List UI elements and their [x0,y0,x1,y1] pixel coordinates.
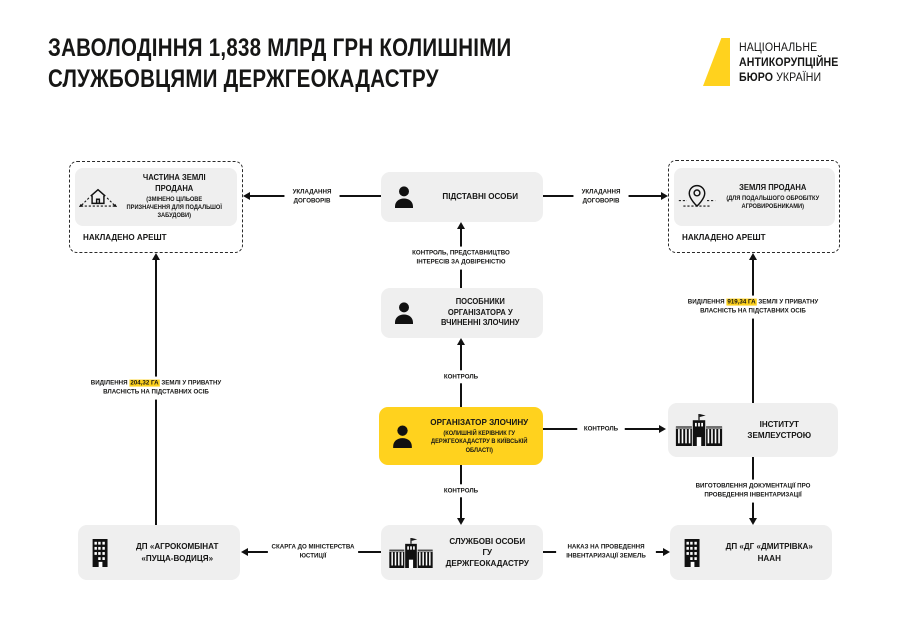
edge-label-control-representation: КОНТРОЛЬ, ПРЕДСТАВНИЦТВО ІНТЕРЕСІВ ЗА ДОВІРЕНІСТЮ [395,247,528,270]
person-icon [381,184,427,210]
status-arrest-left: НАКЛАДЕНО АРЕШТ [83,232,167,242]
nabu-logo [739,41,838,86]
node-officials [381,525,543,580]
nabu-sail-icon [703,38,730,86]
edge-label-control-right: КОНТРОЛЬ [577,422,625,435]
nabu-logo-line1: НАЦІОНАЛЬНЕ [739,42,818,54]
node-part-land-sold [69,161,243,253]
arrowhead-left-icon [243,192,250,200]
node-subtitle: (ДЛЯ ПОДАЛЬШОГО ОБРОБІТКУ АГРОВИРОБНИКАМИ) [726,196,820,211]
node-title: ПОСОБНИКИ ОРГАНІЗАТОРА У ВЧИНЕННІ ЗЛОЧИНУ [440,297,520,328]
arrowhead-right-icon [663,548,670,556]
node-title: ДП «АГРОКОМБІНАТ «ПУЩА-ВОДИЦЯ» [136,541,219,563]
office-building-icon [78,539,124,567]
node-subtitle: (ЗМІНЕНО ЦІЛЬОВЕ ПРИЗНАЧЕННЯ ДЛЯ ПОДАЛЬШОЇ ЗАБУДОВИ) [126,197,222,220]
edge-label-control-down: КОНТРОЛЬ [435,484,487,497]
arrowhead-up-icon [457,338,465,345]
house-plot-icon [75,184,121,210]
node-accomplices [381,288,543,338]
edge-label-documentation: ВИГОТОВЛЕННЯ ДОКУМЕНТАЦІЇ ПРО ПРОВЕДЕННЯ ІНВЕНТАРИЗАЦІЇ [684,480,822,503]
edge-label-allocation-left: ВИДІЛЕННЯ 204,32 ГА ЗЕМЛІ У ПРИВАТНУ ВЛАСНІСТЬ НА ПІДСТАВНИХ ОСІБ [84,377,228,400]
node-title: СЛУЖБОВІ ОСОБИ ГУ ДЕРЖГЕОКАДАСТРУ [445,535,529,569]
node-dmytrivka [670,525,832,580]
office-building-icon [670,539,716,567]
node-institute [668,403,838,457]
arrowhead-up-icon [152,253,160,260]
edge-label-contracts-left: УКЛАДАННЯ ДОГОВОРІВ [284,186,339,209]
edge-label-control-up: КОНТРОЛЬ [433,370,490,383]
highlight-hectares: 204,32 ГА [130,379,159,387]
edge-line [752,260,754,403]
person-icon [381,300,427,326]
arrowhead-down-icon [457,518,465,525]
node-title: ДП «ДГ «ДМИТРІВКА» НААН [725,541,813,563]
node-title: ІНСТИТУТ ЗЕМЛЕУСТРОЮ [747,418,812,440]
person-icon [379,423,425,450]
node-title: ПІДСТАВНІ ОСОБИ [442,191,519,202]
map-pin-icon [674,183,720,211]
nabu-logo-line3: БЮРО УКРАЇНИ [739,72,822,84]
edge-label-contracts-right: УКЛАДАННЯ ДОГОВОРІВ [573,186,628,209]
arrowhead-down-icon [749,518,757,525]
node-front-persons [381,172,543,222]
node-title: ЧАСТИНА ЗЕМЛІ ПРОДАНА [142,173,206,193]
status-arrest-right: НАКЛАДЕНО АРЕШТ [682,232,766,242]
page-title-line2: СЛУЖБОВЦЯМИ ДЕРЖГЕОКАДАСТРУ [48,64,439,93]
node-land-sold [668,160,840,253]
arrowhead-up-icon [749,253,757,260]
arrowhead-right-icon [659,425,666,433]
node-title: ЗЕМЛЯ ПРОДАНА [739,182,807,192]
edge-label-allocation-right: ВИДІЛЕННЯ 919,34 ГА ЗЕМЛІ У ПРИВАТНУ ВЛАСНІСТЬ НА ПІДСТАВНИХ ОСІБ [681,296,825,319]
arrowhead-left-icon [241,548,248,556]
page-title [48,33,512,94]
arrowhead-up-icon [457,222,465,229]
arrowhead-right-icon [661,192,668,200]
edge-label-complaint: СКАРГА ДО МІНІСТЕРСТВА ЮСТИЦІЇ [268,541,358,564]
government-building-icon [381,538,441,568]
node-title: ОРГАНІЗАТОР ЗЛОЧИНУ [430,417,529,428]
highlight-hectares: 919,34 ГА [727,298,756,306]
node-agrocombinat [78,525,240,580]
node-organizer [379,407,543,465]
node-subtitle: (КОЛИШНІЙ КЕРІВНИК ГУ ДЕРЖГЕОКАДАСТРУ В КИЇВСЬКІЙ ОБЛАСТІ) [431,431,528,454]
government-building-icon [668,414,730,446]
nabu-logo-line2: АНТИКОРУПЦІЙНЕ [739,57,839,69]
edge-label-order: НАКАЗ НА ПРОВЕДЕННЯ ІНВЕНТАРИЗАЦІЇ ЗЕМЕЛЬ [556,541,656,564]
page-title-line1: ЗАВОЛОДІННЯ 1,838 МЛРД ГРН КОЛИШНІМИ [48,34,512,62]
